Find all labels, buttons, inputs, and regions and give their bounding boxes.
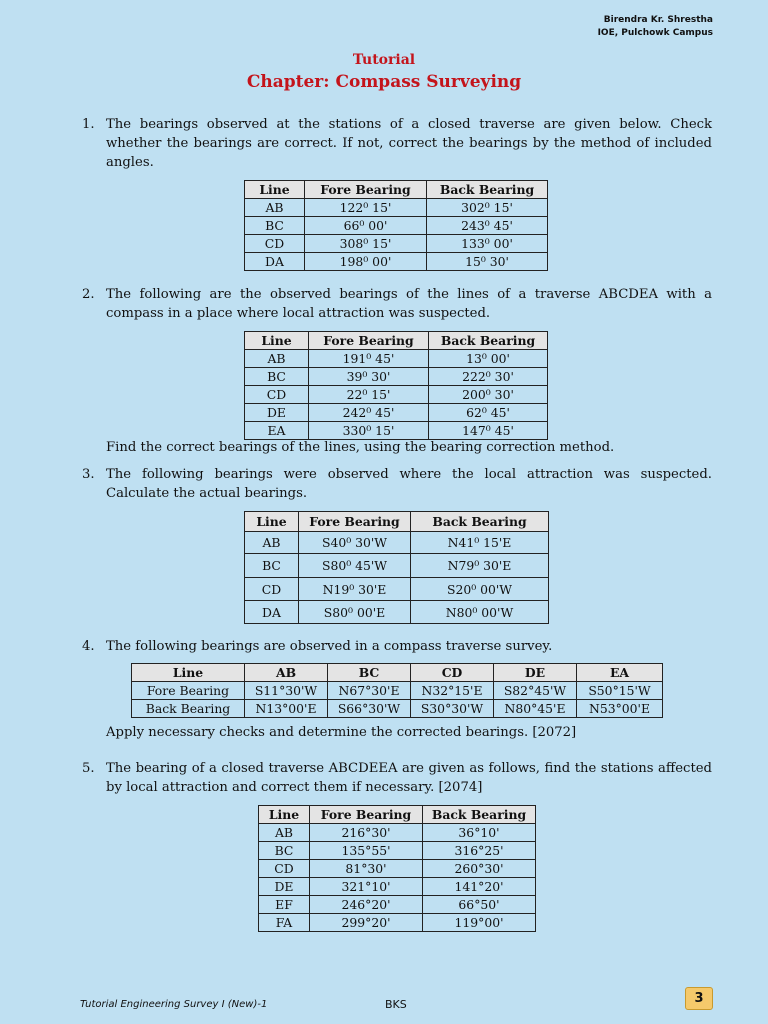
table-cell: 141°20' xyxy=(423,878,536,896)
table-cell: DA xyxy=(245,601,299,624)
table-row xyxy=(245,350,548,368)
table-cell: 242⁰ 45' xyxy=(309,404,429,422)
table-row xyxy=(245,532,549,554)
header-cell: Fore Bearing xyxy=(310,806,423,824)
table-row xyxy=(245,601,549,624)
question-2-note: Find the correct bearings of the lines, using the bearing correction method. xyxy=(106,440,615,455)
table-row xyxy=(259,860,536,878)
table-cell: BC xyxy=(245,368,309,386)
table-cell: 316°25' xyxy=(423,842,536,860)
bearing-table-5 xyxy=(258,805,536,932)
table-cell: 122⁰ 15' xyxy=(305,199,427,217)
bearing-table-2 xyxy=(244,331,548,440)
header-cell: Line xyxy=(132,664,245,682)
footer-course: Tutorial Engineering Survey I (New)-1 xyxy=(80,999,268,1010)
bearing-table-4 xyxy=(131,663,663,718)
table-cell: 260°30' xyxy=(423,860,536,878)
table-cell: 330⁰ 15' xyxy=(309,422,429,440)
header-cell: Back Bearing xyxy=(411,512,549,532)
table-cell: DE xyxy=(259,878,310,896)
table-cell: S82°45'W xyxy=(494,682,577,700)
table-row xyxy=(259,878,536,896)
table-row xyxy=(132,682,663,700)
header-cell: Line xyxy=(245,512,299,532)
table-header-row xyxy=(245,512,549,532)
question-number: 3. xyxy=(82,467,95,482)
table-cell: S80⁰ 45'W xyxy=(299,554,411,578)
author-block xyxy=(598,14,713,40)
table-cell: 191⁰ 45' xyxy=(309,350,429,368)
author-name: Birendra Kr. Shrestha xyxy=(603,15,713,25)
table-row xyxy=(259,914,536,932)
question-4-note: Apply necessary checks and determine the corrected bearings. [2072] xyxy=(106,725,577,740)
table-cell: 62⁰ 45' xyxy=(429,404,548,422)
table-cell: CD xyxy=(259,860,310,878)
table-cell: 135°55' xyxy=(310,842,423,860)
table-cell: 200⁰ 30' xyxy=(429,386,548,404)
institution: IOE, Pulchowk Campus xyxy=(597,28,713,38)
table-cell: 147⁰ 45' xyxy=(429,422,548,440)
table-cell: Back Bearing xyxy=(132,700,245,718)
question-1 xyxy=(82,115,712,172)
table-row xyxy=(259,842,536,860)
question-text: The following are the observed bearings of the lines of a traverse ABCDEA with a compass in a place where local attraction was suspected. xyxy=(106,287,712,321)
footer-initials: BKS xyxy=(385,998,407,1011)
table-cell: S11°30'W xyxy=(245,682,328,700)
table-header-row xyxy=(245,181,548,199)
table-cell: N41⁰ 15'E xyxy=(411,532,549,554)
chapter-title: Chapter: Compass Surveying xyxy=(246,72,522,92)
table-cell: EA xyxy=(245,422,309,440)
header-cell: EA xyxy=(577,664,663,682)
table-header-row xyxy=(245,332,548,350)
table-cell: N80⁰ 00'W xyxy=(411,601,549,624)
question-5 xyxy=(82,759,712,797)
header-cell: Line xyxy=(259,806,310,824)
table-row xyxy=(132,700,663,718)
header-cell: Line xyxy=(245,181,305,199)
table-cell: 66°50' xyxy=(423,896,536,914)
table-cell: 246°20' xyxy=(310,896,423,914)
table-cell: BC xyxy=(245,554,299,578)
table-cell: DE xyxy=(245,404,309,422)
question-text: The following bearings are observed in a compass traverse survey. xyxy=(106,639,553,654)
question-number: 1. xyxy=(82,117,95,132)
table-cell: S66°30'W xyxy=(328,700,411,718)
table-header-row xyxy=(132,664,663,682)
table-cell: CD xyxy=(245,578,299,601)
header-cell: Back Bearing xyxy=(429,332,548,350)
table-cell: N53°00'E xyxy=(577,700,663,718)
question-number: 5. xyxy=(82,761,95,776)
table-cell: 133⁰ 00' xyxy=(427,235,548,253)
question-number: 4. xyxy=(82,639,95,654)
table-cell: 39⁰ 30' xyxy=(309,368,429,386)
question-2 xyxy=(82,285,712,323)
table-cell: 243⁰ 45' xyxy=(427,217,548,235)
table-cell: S50°15'W xyxy=(577,682,663,700)
header-cell: Fore Bearing xyxy=(309,332,429,350)
header-cell: DE xyxy=(494,664,577,682)
table-row xyxy=(245,422,548,440)
table-cell: 36°10' xyxy=(423,824,536,842)
header-cell: Fore Bearing xyxy=(299,512,411,532)
table-cell: 119°00' xyxy=(423,914,536,932)
table-cell: EF xyxy=(259,896,310,914)
header-cell: Back Bearing xyxy=(427,181,548,199)
table-cell: 302⁰ 15' xyxy=(427,199,548,217)
table-row xyxy=(245,554,549,578)
table-row xyxy=(245,199,548,217)
table-cell: BC xyxy=(245,217,305,235)
table-cell: S30°30'W xyxy=(411,700,494,718)
table-cell: N13°00'E xyxy=(245,700,328,718)
question-3 xyxy=(82,465,712,503)
table-cell: AB xyxy=(245,199,305,217)
question-number: 2. xyxy=(82,287,95,302)
header-cell: BC xyxy=(328,664,411,682)
table-cell: DA xyxy=(245,253,305,271)
bearing-table-3 xyxy=(244,511,549,624)
table-row xyxy=(245,404,548,422)
question-4 xyxy=(82,637,712,656)
table-row xyxy=(259,896,536,914)
header-cell: Line xyxy=(245,332,309,350)
header-cell: Fore Bearing xyxy=(305,181,427,199)
table-cell: 216°30' xyxy=(310,824,423,842)
table-cell: N67°30'E xyxy=(328,682,411,700)
question-text: The bearing of a closed traverse ABCDEEA are given as follows, find the stations affected by local attraction and correct them if necessary. [2074] xyxy=(106,761,712,795)
table-row xyxy=(245,217,548,235)
table-row xyxy=(245,386,548,404)
table-cell: 13⁰ 00' xyxy=(429,350,548,368)
table-cell: 81°30' xyxy=(310,860,423,878)
table-cell: S40⁰ 30'W xyxy=(299,532,411,554)
table-cell: 222⁰ 30' xyxy=(429,368,548,386)
table-cell: 198⁰ 00' xyxy=(305,253,427,271)
table-cell: AB xyxy=(245,532,299,554)
table-row xyxy=(245,253,548,271)
tutorial-title: Tutorial xyxy=(352,52,416,68)
table-cell: N19⁰ 30'E xyxy=(299,578,411,601)
table-cell: S20⁰ 00'W xyxy=(411,578,549,601)
table-row xyxy=(245,368,548,386)
table-cell: CD xyxy=(245,386,309,404)
table-row xyxy=(245,235,548,253)
table-cell: 299°20' xyxy=(310,914,423,932)
table-header-row xyxy=(259,806,536,824)
table-cell: 66⁰ 00' xyxy=(305,217,427,235)
table-row xyxy=(259,824,536,842)
table-cell: 321°10' xyxy=(310,878,423,896)
header-cell: Back Bearing xyxy=(423,806,536,824)
table-cell: Fore Bearing xyxy=(132,682,245,700)
table-cell: 15⁰ 30' xyxy=(427,253,548,271)
header-cell: CD xyxy=(411,664,494,682)
table-cell: N32°15'E xyxy=(411,682,494,700)
header-cell: AB xyxy=(245,664,328,682)
question-text: The following bearings were observed where the local attraction was suspected. Calculate the actual bearings. xyxy=(106,467,712,501)
table-row xyxy=(245,578,549,601)
table-cell: CD xyxy=(245,235,305,253)
table-cell: FA xyxy=(259,914,310,932)
table-cell: AB xyxy=(259,824,310,842)
table-cell: AB xyxy=(245,350,309,368)
question-text: The bearings observed at the stations of a closed traverse are given below. Check whether the bearings are correct. If not, correct the bearings by the method of included angles. xyxy=(106,117,712,170)
table-cell: 308⁰ 15' xyxy=(305,235,427,253)
table-cell: N80°45'E xyxy=(494,700,577,718)
table-cell: S80⁰ 00'E xyxy=(299,601,411,624)
bearing-table-1 xyxy=(244,180,548,271)
table-cell: BC xyxy=(259,842,310,860)
table-cell: N79⁰ 30'E xyxy=(411,554,549,578)
page-number: 3 xyxy=(685,987,713,1010)
table-cell: 22⁰ 15' xyxy=(309,386,429,404)
